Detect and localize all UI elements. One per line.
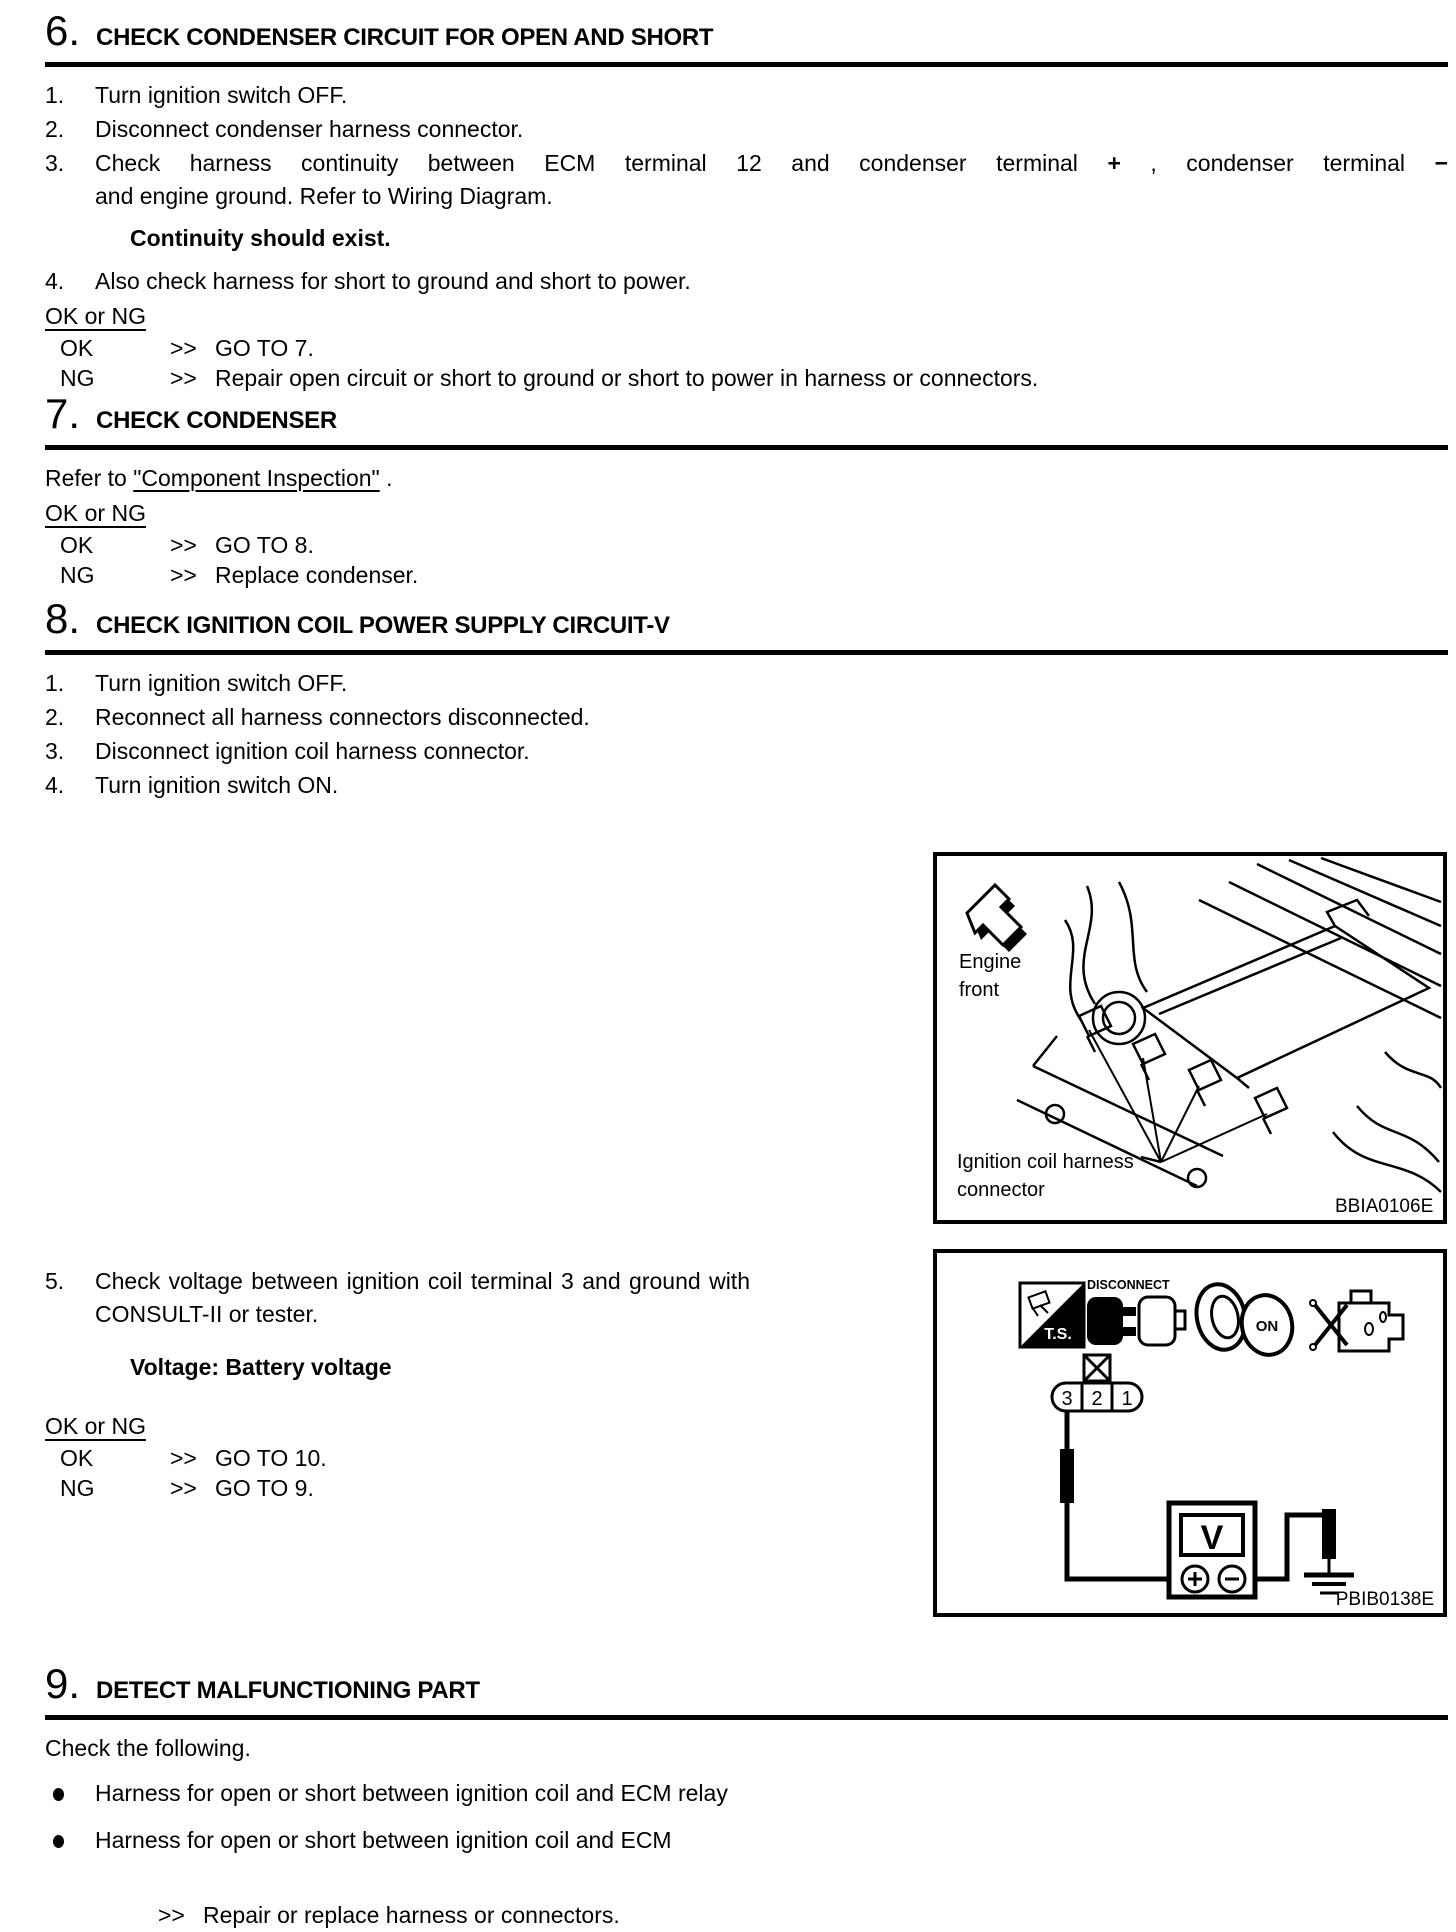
ts-label: T.S. bbox=[1044, 1326, 1072, 1343]
step-text-run: Check voltage between ignition coil terminal 3 and ground with bbox=[95, 1268, 750, 1294]
section-rule bbox=[45, 1715, 1448, 1720]
section-number: 8. bbox=[45, 595, 81, 642]
engine-sketch bbox=[1017, 858, 1441, 1192]
step-item bbox=[45, 265, 1448, 298]
step-text bbox=[95, 1265, 750, 1331]
voltmeter-label: V bbox=[1200, 1519, 1224, 1557]
result-arrow: >> bbox=[158, 1902, 185, 1928]
result-action: GO TO 10. bbox=[215, 1445, 327, 1471]
figure-voltage-check bbox=[933, 1249, 1447, 1617]
probe-tip bbox=[1060, 1449, 1074, 1503]
step-item bbox=[45, 667, 1448, 700]
step-item bbox=[45, 79, 1448, 112]
step-text bbox=[95, 147, 1448, 213]
step-text-run: , condenser terminal bbox=[1120, 150, 1435, 176]
plus-terminal-symbol: + bbox=[1107, 150, 1121, 176]
final-action-row bbox=[45, 1899, 1448, 1932]
bullet-icon bbox=[53, 1835, 64, 1848]
ts-tester-icon bbox=[1020, 1283, 1084, 1347]
step-item bbox=[45, 113, 1448, 146]
step-number: 1. bbox=[45, 670, 65, 696]
disconnect-label: DISCONNECT bbox=[1087, 1278, 1170, 1292]
result-arrow: >> bbox=[170, 365, 197, 391]
figure-code: BBIA0106E bbox=[1335, 1196, 1434, 1217]
ignition-coil bbox=[1255, 1088, 1287, 1134]
figure-code: PBIB0138E bbox=[1335, 1589, 1434, 1610]
bullet-cell bbox=[45, 1824, 95, 1857]
step-text: Reconnect all harness connectors disconnected. bbox=[95, 704, 590, 730]
result-action: GO TO 9. bbox=[215, 1475, 314, 1501]
terminal-number: 2 bbox=[1091, 1388, 1103, 1410]
engine-front-label: front bbox=[959, 979, 1000, 1001]
step-number: 1. bbox=[45, 82, 65, 108]
intro-line: Check the following. bbox=[45, 1735, 251, 1761]
component-inspection-link[interactable]: "Component Inspection" bbox=[133, 465, 380, 491]
result-arrow: >> bbox=[170, 1445, 197, 1471]
step-text: Disconnect condenser harness connector. bbox=[95, 116, 524, 142]
result-action: GO TO 8. bbox=[215, 532, 314, 558]
step-text-run: Check harness continuity between ECM terminal 12 and condenser terminal bbox=[95, 150, 1108, 176]
bullet-cell bbox=[45, 1777, 95, 1810]
bullet-item bbox=[45, 1777, 1448, 1810]
okng-heading: OK or NG bbox=[45, 303, 146, 329]
circuit-figure-svg bbox=[937, 1253, 1443, 1613]
disconnected-connector-icon bbox=[1310, 1291, 1403, 1351]
step-text: Turn ignition switch OFF. bbox=[95, 670, 348, 696]
spec-text: Continuity should exist. bbox=[130, 225, 391, 251]
result-row-ok bbox=[45, 333, 1448, 363]
verdict-ok: OK bbox=[60, 532, 94, 558]
result-arrow: >> bbox=[170, 532, 197, 558]
section-rule bbox=[45, 62, 1448, 67]
step-number: 4. bbox=[45, 772, 65, 798]
ignition-on-icon bbox=[1191, 1280, 1298, 1360]
step-number: 3. bbox=[45, 150, 65, 176]
step-item bbox=[45, 735, 1448, 768]
section-9 bbox=[45, 1660, 1448, 1932]
result-row-ng bbox=[45, 363, 1448, 393]
engine-front-label: Engine bbox=[959, 951, 1022, 973]
section-7-header bbox=[45, 390, 1448, 437]
result-arrow: >> bbox=[170, 562, 197, 588]
step-text: Turn ignition switch OFF. bbox=[95, 82, 348, 108]
bullet-item bbox=[45, 1824, 1448, 1857]
section-title: DETECT MALFUNCTIONING PART bbox=[96, 1677, 480, 1704]
result-arrow: >> bbox=[170, 335, 197, 361]
bullet-text: Harness for open or short between ignition coil and ECM relay bbox=[95, 1780, 728, 1806]
verdict-ok: OK bbox=[60, 1445, 94, 1471]
minus-terminal-symbol: − bbox=[1434, 150, 1448, 176]
engine-figure-svg bbox=[937, 856, 1443, 1220]
section-title: CHECK IGNITION COIL POWER SUPPLY CIRCUIT-V bbox=[96, 612, 670, 639]
refer-prefix: Refer to bbox=[45, 465, 134, 491]
step-item bbox=[45, 701, 1448, 734]
verdict-ng: NG bbox=[60, 562, 95, 588]
result-row-ok bbox=[45, 530, 1448, 560]
section-8-header bbox=[45, 595, 1448, 642]
step-item bbox=[45, 147, 1448, 213]
section-number: 7. bbox=[45, 390, 81, 437]
step-text-run: and engine ground. Refer to Wiring Diagram. bbox=[95, 183, 553, 209]
okng-heading: OK or NG bbox=[45, 1413, 146, 1439]
on-label: ON bbox=[1255, 1318, 1279, 1335]
pointer-lines bbox=[1089, 1030, 1267, 1162]
step-item bbox=[45, 769, 1448, 802]
section-6-header bbox=[45, 7, 1448, 54]
verdict-ok: OK bbox=[60, 335, 94, 361]
section-title: CHECK CONDENSER bbox=[96, 407, 337, 434]
coil-connector-label: Ignition coil harness bbox=[957, 1151, 1134, 1173]
section-7 bbox=[45, 390, 1448, 590]
section-rule bbox=[45, 445, 1448, 450]
refer-suffix: . bbox=[379, 465, 393, 491]
result-action: Replace condenser. bbox=[215, 562, 419, 588]
engine-front-arrow-icon bbox=[967, 885, 1027, 952]
step-number: 4. bbox=[45, 268, 65, 294]
result-action: Repair or replace harness or connectors. bbox=[203, 1902, 620, 1928]
step-number: 5. bbox=[45, 1268, 65, 1294]
section-number: 6. bbox=[45, 7, 81, 54]
step-text: Turn ignition switch ON. bbox=[95, 772, 339, 798]
connector-pinout bbox=[1052, 1355, 1142, 1411]
section-6 bbox=[45, 7, 1448, 393]
section-6-steps bbox=[45, 79, 1448, 298]
step-text: Disconnect ignition coil harness connector. bbox=[95, 738, 530, 764]
step-number: 2. bbox=[45, 116, 65, 142]
terminal-number: 1 bbox=[1121, 1388, 1133, 1410]
spec-text: Voltage: Battery voltage bbox=[130, 1354, 392, 1380]
coil-connector-label: connector bbox=[957, 1179, 1045, 1201]
result-action: GO TO 7. bbox=[215, 335, 314, 361]
step-number: 3. bbox=[45, 738, 65, 764]
result-arrow: >> bbox=[170, 1475, 197, 1501]
ignition-coil bbox=[1189, 1060, 1221, 1106]
step-text: Also check harness for short to ground and short to power. bbox=[95, 268, 691, 294]
bullet-icon bbox=[53, 1788, 64, 1801]
okng-heading: OK or NG bbox=[45, 500, 146, 526]
step-text-run: CONSULT-II or tester. bbox=[95, 1301, 319, 1327]
step-number: 2. bbox=[45, 704, 65, 730]
section-title: CHECK CONDENSER CIRCUIT FOR OPEN AND SHORT bbox=[96, 24, 714, 51]
verdict-ng: NG bbox=[60, 1475, 95, 1501]
terminal-number: 3 bbox=[1061, 1388, 1073, 1410]
verdict-ng: NG bbox=[60, 365, 95, 391]
section-rule bbox=[45, 650, 1448, 655]
refer-line bbox=[45, 462, 1448, 495]
bullet-text: Harness for open or short between ignition coil and ECM bbox=[95, 1827, 672, 1853]
result-row-ng bbox=[45, 560, 1448, 590]
figure-engine-illustration bbox=[933, 852, 1447, 1224]
section-9-header bbox=[45, 1660, 1448, 1707]
probe-tip bbox=[1322, 1509, 1336, 1559]
voltmeter bbox=[1169, 1503, 1255, 1597]
disconnect-icon bbox=[1087, 1278, 1185, 1345]
result-action: Repair open circuit or short to ground or short to power in harness or connectors. bbox=[215, 365, 1039, 391]
ignition-coil bbox=[1133, 1034, 1165, 1080]
section-number: 9. bbox=[45, 1660, 81, 1707]
